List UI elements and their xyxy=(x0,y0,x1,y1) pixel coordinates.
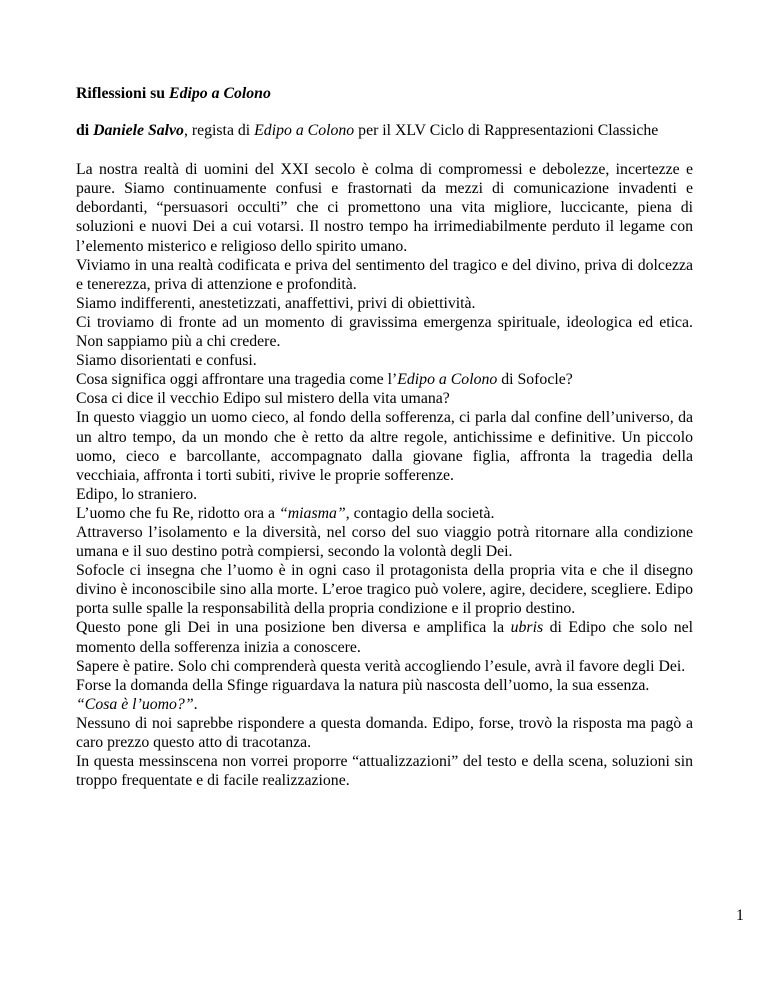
byline-text-2: per il XLV Ciclo di Rappresentazioni Classiche xyxy=(354,122,659,140)
paragraph: Nessuno di noi saprebbe rispondere a questa domanda. Edipo, forse, trovò la risposta ma pagò a caro prezzo questo atto di tracotanza. xyxy=(76,714,693,751)
emphasis: “miasma” xyxy=(278,504,346,522)
paragraph: Sapere è patire. Solo chi comprenderà questa verità accogliendo l’esule, avrà il favore degli Dei. xyxy=(76,657,686,675)
paragraph: Edipo, lo straniero. xyxy=(76,485,198,503)
paragraph: Questo pone gli Dei in una posizione ben diversa e amplifica la ubris di Edipo che solo nel momento della sofferenza inizia a conoscere. xyxy=(76,619,693,656)
author-name: Daniele Salvo xyxy=(93,122,184,140)
paragraph: Siamo indifferenti, anestetizzati, anaffettivi, privi di obiettività. xyxy=(76,294,476,312)
byline-text-1: , regista di xyxy=(183,122,255,140)
paragraph: Viviamo in una realtà codificata e priva del sentimento del tragico e del divino, priva di dolcezza e tenerezza, priva di attenzione e profondità. xyxy=(76,256,693,293)
paragraph: In questo viaggio un uomo cieco, al fondo della sofferenza, ci parla dal confine dell’universo, da un altro tempo, da un mondo che è retto da altre regole, antichissime e definitive. Un piccolo uomo, cieco e barcollante, accompagnato dalla giovane figlia, affronta la tragedia della vecchiaia, affronta i torti subiti, rivive le proprie sofferenze. xyxy=(76,409,693,484)
paragraph: Cosa ci dice il vecchio Edipo sul mistero della vita umana? xyxy=(76,390,450,408)
byline-play-name: Edipo a Colono xyxy=(254,122,355,140)
emphasis: Edipo a Colono xyxy=(397,371,498,389)
paragraph: “Cosa è l’uomo?”. xyxy=(76,695,198,713)
byline xyxy=(76,121,693,140)
document-title xyxy=(76,84,693,103)
title-prefix: Riflessioni su xyxy=(76,85,170,102)
paragraph: Cosa significa oggi affrontare una tragedia come l’Edipo a Colono di Sofocle? xyxy=(76,371,573,389)
paragraph: La nostra realtà di uomini del XXI secolo è colma di compromessi e debolezze, incertezze e paure. Siamo continuamente confusi e frastornati da mezzi di comunicazione invadenti e debordanti, “persuasori occulti” che ci promettono una vita migliore, luccicante, piena di soluzioni e nuovi Dei a cui votarsi. Il nostro tempo ha irrimediabilmente perduto il legame con l’elemento misterico e religioso dello spirito umano. xyxy=(76,161,693,255)
document-page xyxy=(76,84,693,790)
paragraph: Ci troviamo di fronte ad un momento di gravissima emergenza spirituale, ideologica ed etica. Non sappiamo più a chi credere. xyxy=(76,313,693,351)
paragraph: In questa messinscena non vorrei proporre “attualizzazioni” del testo e della scena, soluzioni sin troppo frequentate e di facile realizzazione. xyxy=(76,753,693,790)
article-body xyxy=(76,160,693,790)
paragraph: Siamo disorientati e confusi. xyxy=(76,352,257,370)
emphasis: ubris xyxy=(510,619,544,637)
paragraph: Sofocle ci insegna che l’uomo è in ogni caso il protagonista della propria vita e che il disegno divino è inconoscibile sino alla morte. L’eroe tragico può volere, agire, decidere, scegliere. Edipo porta sulle spalle la responsabilità della propria condizione e il proprio destino. xyxy=(76,562,693,618)
emphasis: “Cosa è l’uomo?” xyxy=(76,695,194,713)
byline-di: di xyxy=(76,122,94,140)
title-play-name: Edipo a Colono xyxy=(169,85,271,102)
paragraph: Attraverso l’isolamento e la diversità, nel corso del suo viaggio potrà ritornare alla condizione umana e il suo destino potrà compiersi, secondo la volontà degli Dei. xyxy=(76,523,693,561)
paragraph: Forse la domanda della Sfinge riguardava la natura più nascosta dell’uomo, la sua essenza. xyxy=(76,676,650,694)
page-number: 1 xyxy=(736,907,744,924)
paragraph: L’uomo che fu Re, ridotto ora a “miasma”, contagio della società. xyxy=(76,504,495,522)
